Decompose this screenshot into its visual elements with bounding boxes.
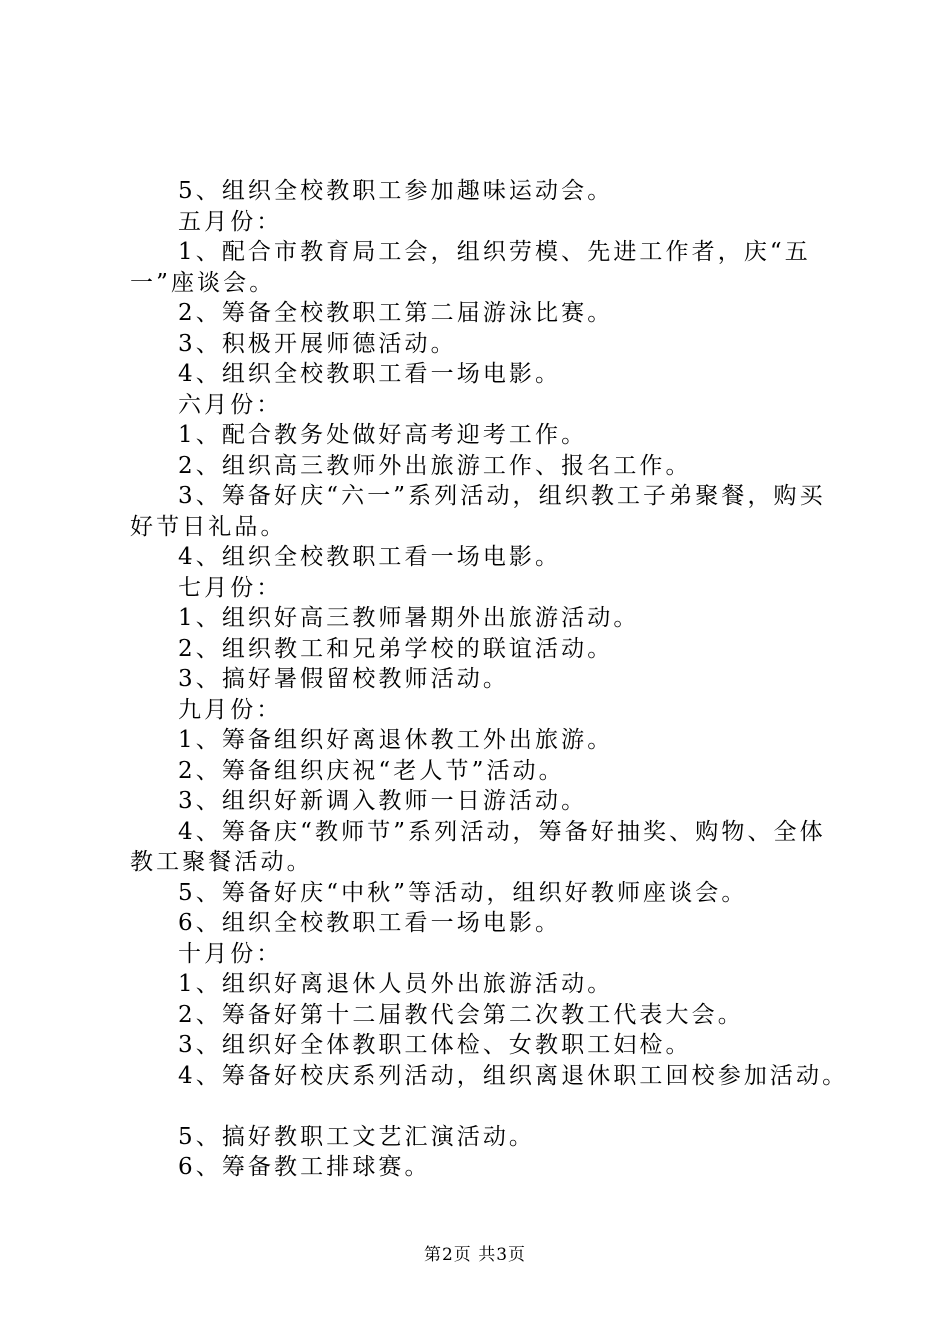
text-line: 1、筹备组织好离退休教工外出旅游。 <box>178 727 614 753</box>
text-line: 2、筹备组织庆祝“老人节”活动。 <box>178 757 565 784</box>
month-heading: 十月份： <box>178 940 283 967</box>
text-line: 4、组织全校教职工看一场电影。 <box>178 361 562 387</box>
text-line: 4、筹备好校庆系列活动，组织离退休职工回校参加活动。 <box>178 1062 849 1089</box>
month-heading: 七月份： <box>178 574 283 601</box>
text-line: 5、搞好教职工文艺汇演活动。 <box>178 1123 536 1150</box>
blank-line <box>130 1091 835 1122</box>
text-line: 5、筹备好庆“中秋”等活动，组织好教师座谈会。 <box>178 879 748 906</box>
text-line: 1、配合市教育局工会，组织劳模、先进工作者，庆“五 <box>178 239 811 265</box>
month-heading: 九月份： <box>178 696 283 723</box>
text-line: 3、搞好暑假留校教师活动。 <box>178 666 509 692</box>
text-line: 1、组织好离退休人员外出旅游活动。 <box>178 971 614 997</box>
text-line: 2、筹备全校教职工第二届游泳比赛。 <box>178 300 614 326</box>
text-line: 1、配合教务处做好高考迎考工作。 <box>178 422 588 448</box>
text-line: 3、组织好全体教职工体检、女教职工妇检。 <box>178 1032 692 1058</box>
text-line: 3、积极开展师德活动。 <box>178 330 457 357</box>
text-line: 2、组织教工和兄弟学校的联谊活动。 <box>178 635 614 662</box>
text-line: 4、筹备庆“教师节”系列活动，筹备好抽奖、购物、全体 <box>178 818 826 845</box>
text-line: 3、组织好新调入教师一日游活动。 <box>178 788 588 814</box>
text-line: 教工聚餐活动。 <box>130 849 313 875</box>
month-heading: 五月份： <box>178 208 283 235</box>
text-line: 2、筹备好第十二届教代会第二次教工代表大会。 <box>178 1001 744 1028</box>
text-line: 6、组织全校教职工看一场电影。 <box>178 910 562 936</box>
text-line: 2、组织高三教师外出旅游工作、报名工作。 <box>178 452 692 479</box>
text-line: 4、组织全校教职工看一场电影。 <box>178 544 562 570</box>
month-heading: 六月份： <box>178 391 283 418</box>
text-line: 5、组织全校教职工参加趣味运动会。 <box>178 178 614 204</box>
text-line: 6、筹备教工排球赛。 <box>178 1154 431 1180</box>
text-line: 好节日礼品。 <box>130 513 287 540</box>
text-line: 一”座谈会。 <box>130 269 276 296</box>
page-footer: 第2页 共3页 <box>423 1245 527 1265</box>
text-line: 1、组织好高三教师暑期外出旅游活动。 <box>178 605 640 631</box>
document-body <box>130 176 849 1183</box>
text-line: 3、筹备好庆“六一”系列活动，组织教工子弟聚餐，购买 <box>178 483 826 509</box>
